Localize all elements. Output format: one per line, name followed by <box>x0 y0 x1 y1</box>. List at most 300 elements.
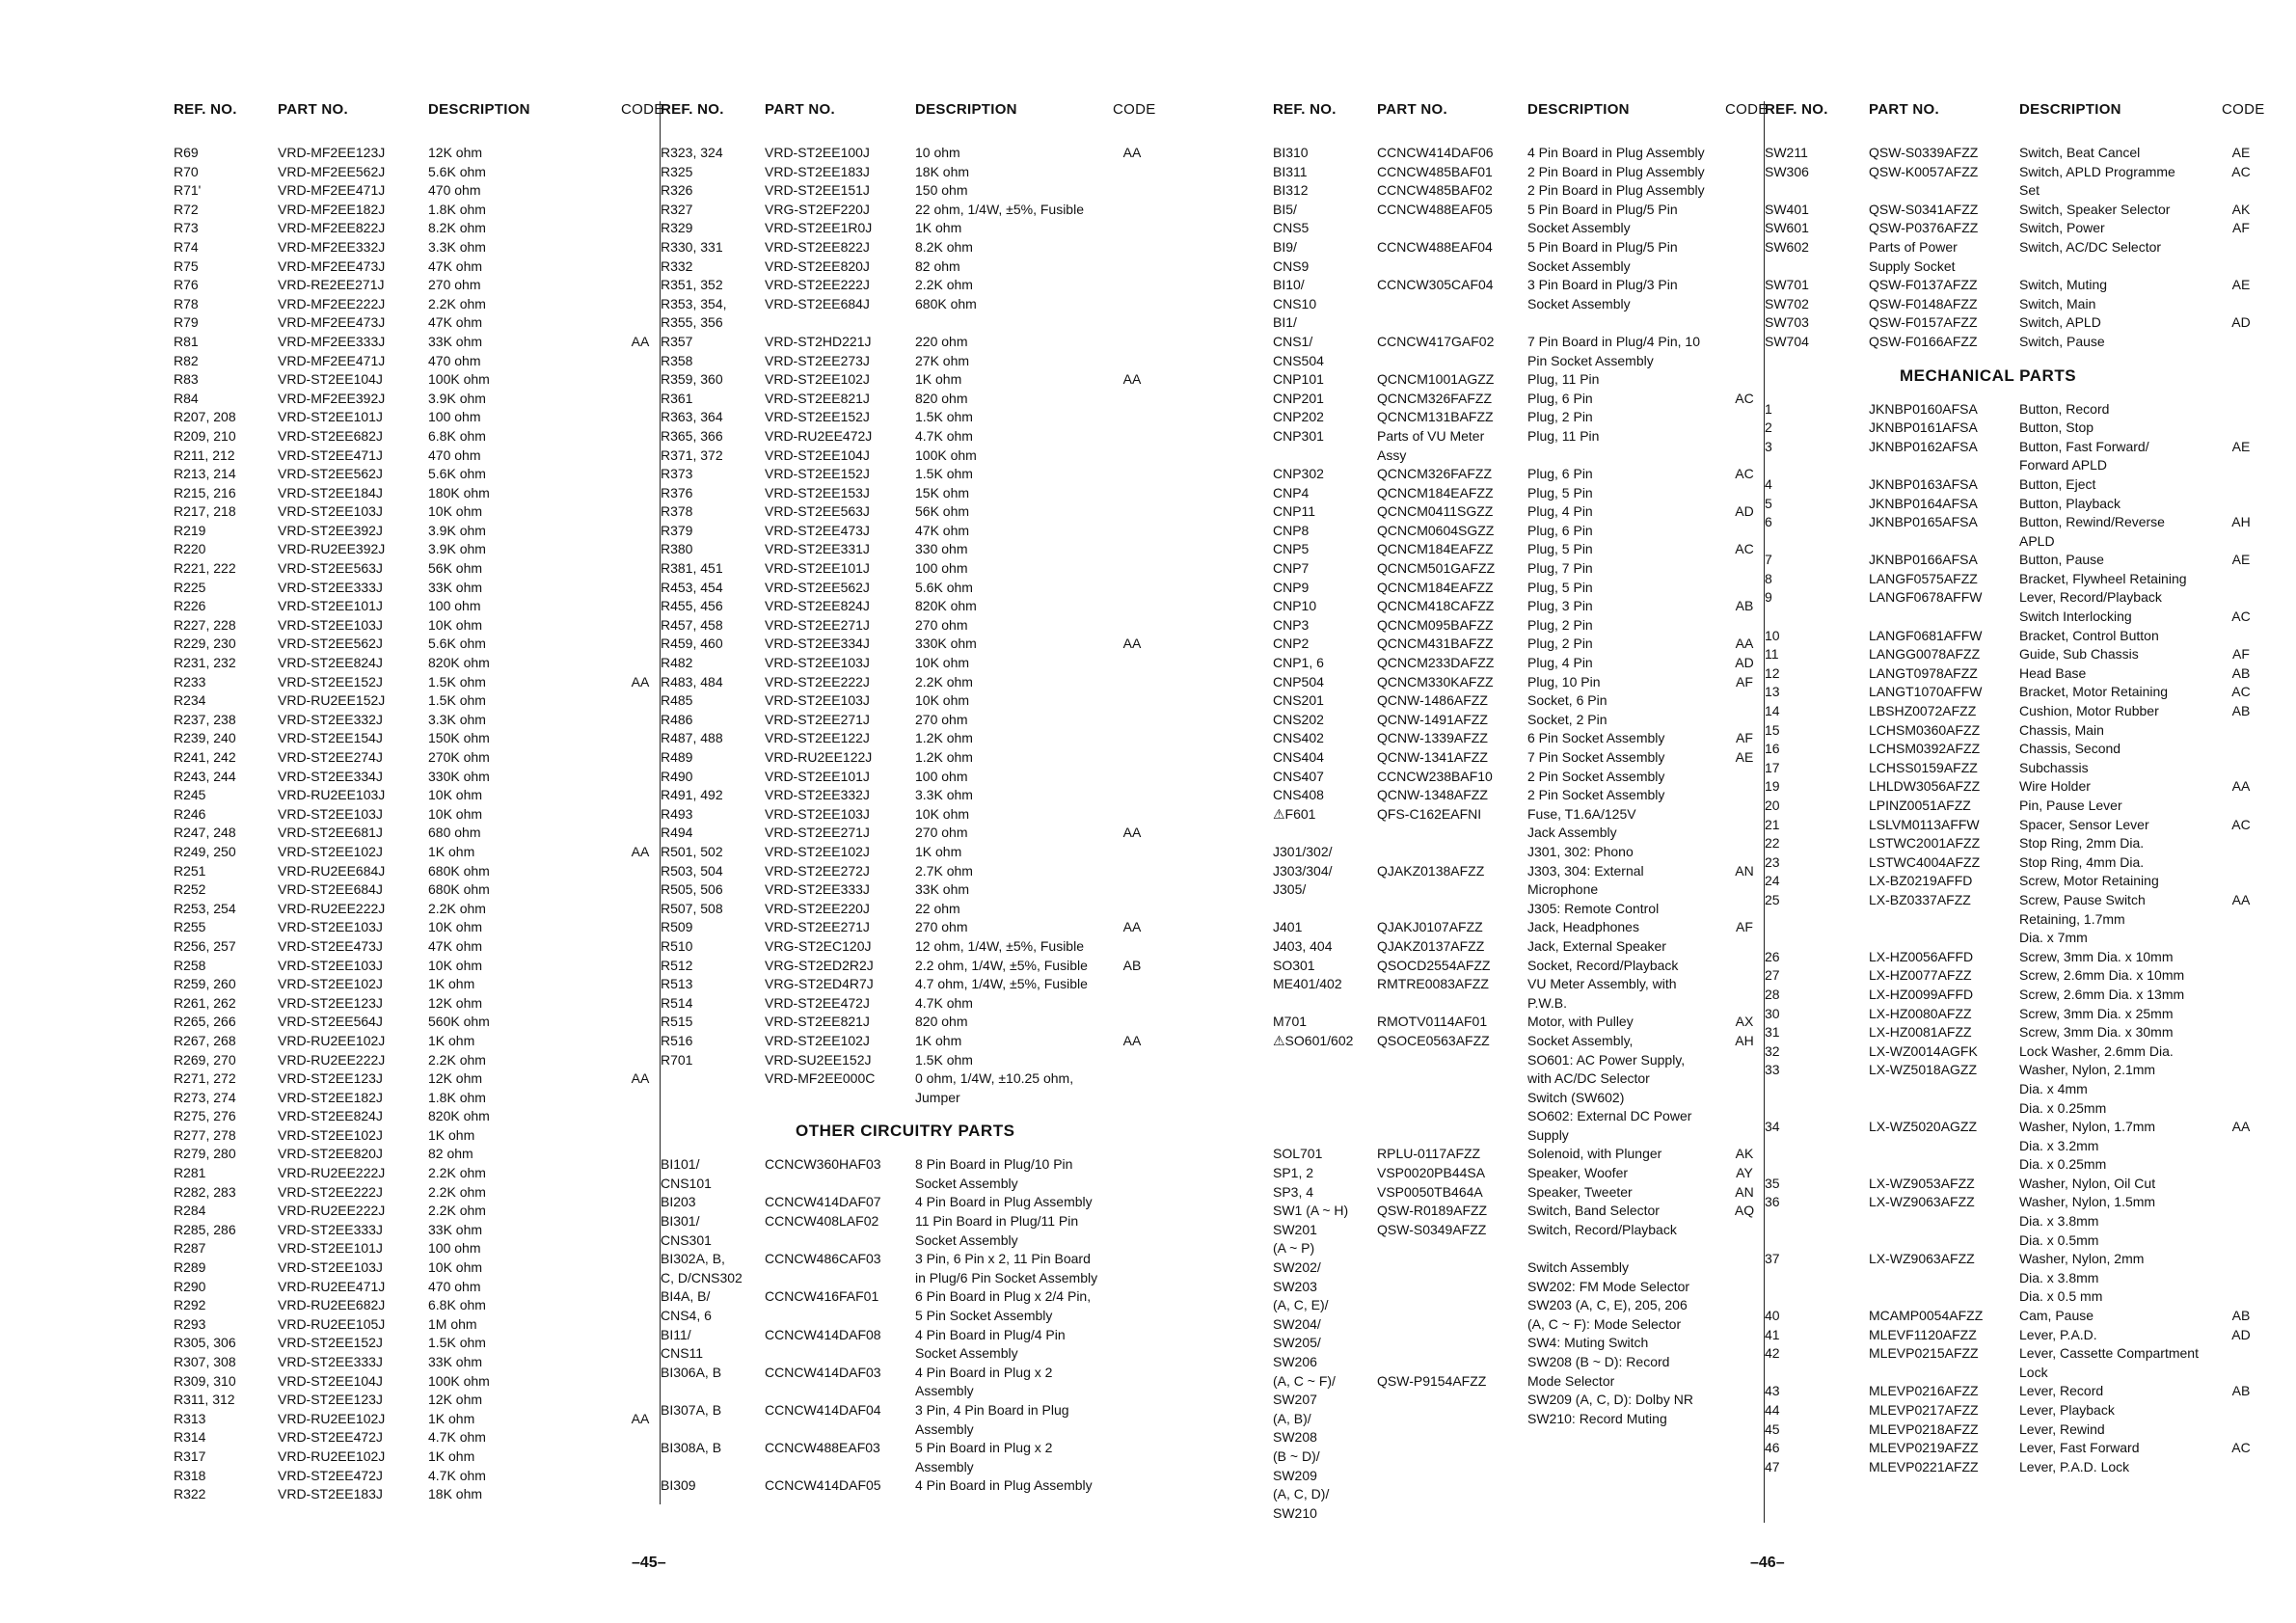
table-row <box>1765 551 2260 570</box>
description: SW210: Record Muting <box>1527 1410 1667 1426</box>
part-no: VRD-ST2EE472J <box>278 1429 383 1446</box>
ref-no <box>1765 1080 1869 1099</box>
part-no: JKNBP0163AFSA <box>1869 475 1978 492</box>
ref-no: 9 <box>1765 589 1772 606</box>
description: 270K ohm <box>428 749 490 765</box>
ref-no: 19 <box>1765 778 1780 795</box>
code <box>621 219 660 238</box>
part-no: MLEVF1120AFZZ <box>1869 1326 1977 1342</box>
description: Plug, 4 Pin <box>1527 503 1593 520</box>
part-no: LBSHZ0072AFZZ <box>1869 703 1977 719</box>
part-no: CCNCW414DAF05 <box>765 1477 881 1494</box>
part-no: JKNBP0165AFSA <box>1869 514 1978 530</box>
part-no: VRD-ST2EE333J <box>278 1221 383 1237</box>
part-no: VRD-ST2EE122J <box>765 730 870 746</box>
description: Forward APLD <box>2019 457 2108 473</box>
part-no: VRD-ST2EE103J <box>278 616 383 633</box>
description: 10K ohm <box>428 805 483 822</box>
ref-no: 36 <box>1765 1194 1780 1210</box>
description <box>1527 1239 1725 1258</box>
ref-no: CNS201 <box>1273 692 1324 709</box>
ref-no: R215, 216 <box>174 484 236 500</box>
ref-no: SW211 <box>1765 145 1808 160</box>
description: 3 Pin Board in Plug/3 Pin <box>1527 277 1678 293</box>
code <box>621 975 660 994</box>
description: 3.9K ohm <box>428 390 486 406</box>
table-row <box>1273 257 1764 277</box>
part-no: CCNCW485BAF02 <box>1377 182 1493 199</box>
description: 3 Pin, 6 Pin x 2, 11 Pin Board <box>915 1251 1091 1267</box>
description: Washer, Nylon, Oil Cut <box>2019 1175 2156 1191</box>
table-row <box>661 219 1151 238</box>
code <box>2222 570 2260 589</box>
description: Assembly <box>915 1420 974 1437</box>
code: AD <box>2231 1326 2251 1342</box>
description: Chassis, Second <box>2019 741 2121 757</box>
description: Lever, Cassette Compartment <box>2019 1345 2199 1362</box>
ref-no: R220 <box>174 541 206 557</box>
part-no: VRD-ST2EE820J <box>278 1146 383 1162</box>
part-no: QSOCD2554AFZZ <box>1377 957 1491 973</box>
code <box>2222 1137 2260 1156</box>
table-row <box>1765 1458 2260 1477</box>
table-row <box>1273 768 1764 787</box>
table-row <box>1765 400 2260 419</box>
code <box>1725 1258 1764 1278</box>
table-row <box>661 313 1151 333</box>
code <box>2222 929 2260 948</box>
ref-no: R256, 257 <box>174 937 236 954</box>
part-no: QJAKZ0137AFZZ <box>1377 937 1485 954</box>
code <box>1725 522 1764 541</box>
part-no: VRD-ST2EE562J <box>278 466 383 482</box>
ref-no: R258 <box>174 957 206 973</box>
table-row <box>661 805 1151 825</box>
ref-no: R325 <box>661 163 693 179</box>
ref-no: R351, 352 <box>661 277 723 293</box>
table-row <box>174 1051 660 1070</box>
table-row <box>174 1447 660 1467</box>
ref-no: R83 <box>174 371 199 388</box>
ref-no: CNP11 <box>1273 503 1316 520</box>
ref-no: R281 <box>174 1165 206 1181</box>
description: Lever, Record <box>2019 1383 2104 1399</box>
description: 3.3K ohm <box>915 787 973 803</box>
ref-no: R279, 280 <box>174 1146 236 1162</box>
part-no: VRD-ST2EE103J <box>765 692 870 709</box>
ref-no <box>1765 1269 1869 1288</box>
ref-no: CNS408 <box>1273 787 1324 803</box>
ref-no: R73 <box>174 220 199 236</box>
table-row <box>1765 588 2260 608</box>
ref-no: R76 <box>174 277 199 293</box>
ref-no: R267, 268 <box>174 1032 236 1048</box>
ref-no: 27 <box>1765 967 1780 984</box>
description: 2 Pin Board in Plug Assembly <box>1527 163 1705 179</box>
code <box>1113 408 1151 427</box>
table-row <box>174 616 660 636</box>
part-no <box>1377 1296 1527 1315</box>
code: AK <box>1735 1146 1754 1162</box>
description: Jack, External Speaker <box>1527 937 1666 954</box>
ref-no: 1 <box>1765 400 1772 417</box>
table-row <box>661 144 1151 163</box>
part-no: VRG-ST2ED4R7J <box>765 976 874 992</box>
code <box>1113 522 1151 541</box>
table-row <box>1765 1420 2260 1440</box>
code <box>1725 1069 1764 1089</box>
description: Plug, 11 Pin <box>1527 371 1600 388</box>
description: 5.6K ohm <box>428 163 486 179</box>
code <box>1113 295 1151 314</box>
description: Switch Assembly <box>1527 1259 1630 1276</box>
description: 1.8K ohm <box>428 201 486 217</box>
description: Switch, Pause <box>2019 333 2105 349</box>
header-code: CODE <box>1725 101 1769 118</box>
description: 2.2K ohm <box>428 295 486 311</box>
code <box>1113 937 1151 957</box>
code <box>621 1202 660 1221</box>
code <box>1113 446 1151 466</box>
part-no: VRD-ST2EE332J <box>765 787 870 803</box>
table-row <box>1273 1051 1764 1070</box>
code: AC <box>2231 609 2251 625</box>
description: 1K ohm <box>915 371 962 388</box>
table-row <box>174 786 660 805</box>
part-no <box>1377 352 1527 371</box>
part-no <box>1377 1089 1527 1108</box>
table-row <box>1765 853 2260 873</box>
ref-no: 44 <box>1765 1402 1780 1418</box>
description: 330K ohm <box>915 636 977 652</box>
code <box>621 1296 660 1315</box>
table-row <box>1273 1202 1764 1221</box>
part-no: VRD-ST2EE271J <box>765 711 870 727</box>
part-no: VRD-ST2EE562J <box>765 579 870 595</box>
table-row <box>1273 1126 1764 1146</box>
header-desc: DESCRIPTION <box>2019 101 2121 118</box>
code <box>621 295 660 314</box>
description: 33K ohm <box>915 881 970 898</box>
table-row <box>661 370 1151 390</box>
page-number: –46– <box>1750 1555 1785 1571</box>
code <box>621 1485 660 1504</box>
part-no <box>1377 1410 1527 1429</box>
ref-no: R292 <box>174 1297 206 1313</box>
part-no: LHLDW3056AFZZ <box>1869 778 1981 795</box>
part-no: LANGF0681AFFW <box>1869 627 1983 643</box>
description: Washer, Nylon, 1.5mm <box>2019 1194 2156 1210</box>
code <box>1725 880 1764 900</box>
code <box>1113 880 1151 900</box>
ref-no: R505, 506 <box>661 881 723 898</box>
code <box>2222 1250 2260 1269</box>
ref-no: SW208 <box>1273 1429 1317 1446</box>
description: 1K ohm <box>915 1032 962 1048</box>
ref-no <box>1765 532 1869 552</box>
part-no <box>765 313 915 333</box>
ref-no: R234 <box>174 692 206 709</box>
description: Switch, APLD Programme <box>2019 163 2175 179</box>
part-no: RMTRE0083AFZZ <box>1377 976 1489 992</box>
table-row <box>1273 1467 1764 1486</box>
part-no: LPINZ0051AFZZ <box>1869 798 1971 813</box>
description: 4.7K ohm <box>915 427 973 444</box>
column-3 <box>1273 101 1769 1523</box>
part-no: VRD-ST2EE333J <box>765 881 870 898</box>
part-no <box>1377 1051 1527 1070</box>
code <box>1725 1239 1764 1258</box>
ref-no: R79 <box>174 314 199 331</box>
code: AA <box>1122 825 1142 841</box>
table-row <box>174 711 660 730</box>
part-no: VRD-ST2EE103J <box>278 805 383 822</box>
code <box>1725 333 1764 352</box>
ref-no: CNS101 <box>661 1175 712 1191</box>
description: Bracket, Motor Retaining <box>2019 684 2169 700</box>
description: J305: Remote Control <box>1527 900 1660 916</box>
table-row <box>1273 1089 1764 1108</box>
code <box>1113 559 1151 579</box>
code <box>2222 1155 2260 1175</box>
ref-no: 11 <box>1765 646 1779 663</box>
description: Chassis, Main <box>2019 721 2104 738</box>
table-row <box>1765 645 2260 664</box>
description: Lock Washer, 2.6mm Dia. <box>2019 1042 2174 1059</box>
part-no: RMOTV0114AF01 <box>1377 1014 1488 1030</box>
code <box>2222 400 2260 419</box>
ref-no <box>661 1420 765 1440</box>
ref-no: R237, 238 <box>174 711 236 727</box>
code <box>621 502 660 522</box>
ref-no <box>1273 994 1377 1014</box>
part-no: LSTWC2001AFZZ <box>1869 835 1981 852</box>
ref-no: SO301 <box>1273 957 1315 973</box>
code: AB <box>2231 1383 2251 1399</box>
ref-no: R515 <box>661 1014 693 1030</box>
code <box>1725 1410 1764 1429</box>
ref-no: R217, 218 <box>174 503 236 520</box>
part-no: QCNCM326FAFZZ <box>1377 390 1493 406</box>
part-no <box>1869 1155 2019 1175</box>
table-row <box>1765 608 2260 627</box>
table-row <box>661 900 1151 919</box>
description: APLD <box>2019 532 2055 549</box>
table-row <box>661 238 1151 257</box>
description: in Plug/6 Pin Socket Assembly <box>915 1269 1098 1285</box>
part-no: LANGT0978AFZZ <box>1869 664 1978 681</box>
description: Microphone <box>1527 881 1599 898</box>
part-no: QCNCM184EAFZZ <box>1377 541 1494 557</box>
description: Plug, 4 Pin <box>1527 655 1593 671</box>
part-no: VRD-ST2EE682J <box>278 427 383 444</box>
table-row <box>174 957 660 976</box>
parts-list <box>1765 400 2260 1477</box>
code: AA <box>1122 371 1142 388</box>
code <box>621 1126 660 1146</box>
code <box>2222 797 2260 816</box>
ref-no: BI203 <box>661 1194 696 1210</box>
table-row <box>1765 219 2260 238</box>
table-row <box>1273 559 1764 579</box>
code <box>2222 1287 2260 1307</box>
table-row <box>1765 475 2260 495</box>
ref-no: R305, 306 <box>174 1335 236 1351</box>
table-row <box>174 163 660 182</box>
description: 10K ohm <box>915 692 970 709</box>
part-no: QCNCM184EAFZZ <box>1377 484 1494 500</box>
ref-no: R282, 283 <box>174 1183 236 1200</box>
description: 8.2K ohm <box>428 220 486 236</box>
ref-no: R507, 508 <box>661 900 723 916</box>
code <box>1725 579 1764 598</box>
table-row <box>1273 805 1764 825</box>
description: 10K ohm <box>915 805 970 822</box>
description: 22 ohm <box>915 900 960 916</box>
table-row <box>661 1269 1151 1288</box>
code: AD <box>1735 503 1754 520</box>
part-no <box>1377 994 1527 1014</box>
part-no <box>1377 219 1527 238</box>
part-no <box>1377 1334 1527 1353</box>
code: AC <box>1735 466 1754 482</box>
table-row <box>174 540 660 559</box>
code <box>1113 994 1151 1014</box>
table-row <box>661 1420 1151 1440</box>
part-no: VRD-ST2EE822J <box>765 238 870 255</box>
code <box>621 181 660 201</box>
table-row <box>1273 333 1764 352</box>
table-row <box>1273 1428 1764 1447</box>
description: Lever, Fast Forward <box>2019 1440 2140 1456</box>
description: Washer, Nylon, 2mm <box>2019 1251 2145 1267</box>
table-row <box>1273 370 1764 390</box>
description: 7 Pin Socket Assembly <box>1527 749 1665 765</box>
table-row <box>1765 986 2260 1005</box>
part-no: VRD-ST2EE101J <box>278 1240 383 1257</box>
table-row <box>174 843 660 862</box>
part-no: MCAMP0054AFZZ <box>1869 1308 1984 1324</box>
part-no: VRD-ST2EE103J <box>278 919 383 935</box>
ref-no: SW401 <box>1765 201 1809 217</box>
ref-no: CNP7 <box>1273 560 1310 577</box>
part-no <box>1869 608 2019 627</box>
description: Button, Playback <box>2019 495 2121 511</box>
table-row <box>661 276 1151 295</box>
table-row <box>661 1051 1151 1070</box>
ref-no: R317 <box>174 1447 206 1464</box>
ref-no: R381, 451 <box>661 560 723 577</box>
code <box>621 957 660 976</box>
description: Dia. x 0.5mm <box>2019 1231 2099 1248</box>
description: 1.5K ohm <box>915 466 973 482</box>
ref-no: SW205/ <box>1273 1335 1321 1351</box>
code <box>1113 768 1151 787</box>
description: 1M ohm <box>428 1315 477 1332</box>
ref-no: J401 <box>1273 919 1303 935</box>
table-row <box>1765 797 2260 816</box>
description: Switch, AC/DC Selector <box>2019 238 2162 255</box>
table-row <box>174 352 660 371</box>
parts-list <box>174 144 660 1504</box>
ref-no <box>1765 1155 1869 1175</box>
code <box>2222 853 2260 873</box>
table-row <box>1765 702 2260 721</box>
code <box>2222 1080 2260 1099</box>
table-row <box>661 729 1151 748</box>
code <box>1113 465 1151 484</box>
ref-no: R225 <box>174 579 206 595</box>
ref-no: R243, 244 <box>174 768 236 784</box>
part-no: VRD-ST2EE681J <box>278 825 383 841</box>
header-part: PART NO. <box>1377 101 1447 118</box>
part-no <box>1869 1287 2019 1307</box>
code <box>1725 1315 1764 1335</box>
description: Switch, Band Selector <box>1527 1203 1660 1219</box>
description: VU Meter Assembly, with <box>1527 976 1677 992</box>
description: Head Base <box>2019 664 2087 681</box>
ref-no: R379 <box>661 522 693 538</box>
code <box>621 691 660 711</box>
description: Bracket, Flywheel Retaining <box>2019 570 2187 586</box>
ref-no: R459, 460 <box>661 636 723 652</box>
part-no: LX-HZ0081AFZZ <box>1869 1024 1972 1041</box>
part-no: RPLU-0117AFZZ <box>1377 1146 1481 1162</box>
ref-no: R329 <box>661 220 693 236</box>
table-row <box>174 1013 660 1032</box>
description: Lever, P.A.D. Lock <box>2019 1458 2130 1474</box>
description: 4.7K ohm <box>428 1467 486 1483</box>
code: AA <box>631 673 650 690</box>
part-no: VRD-ST2EE222J <box>278 1183 383 1200</box>
description <box>1527 313 1725 333</box>
part-no: VRD-ST2EE123J <box>278 994 383 1011</box>
description: SW209 (A, C, D): Dolby NR <box>1527 1392 1693 1408</box>
description: Plug, 5 Pin <box>1527 484 1593 500</box>
ref-no <box>1765 1231 1869 1251</box>
description: 56K ohm <box>915 503 970 520</box>
code <box>1113 1382 1151 1401</box>
description: 180K ohm <box>428 484 490 500</box>
ref-no: R701 <box>661 1051 693 1068</box>
code <box>1113 900 1151 919</box>
table-row <box>174 559 660 579</box>
description: 12 ohm, 1/4W, ±5%, Fusible <box>915 937 1084 954</box>
table-row <box>1273 957 1764 976</box>
code: AC <box>2231 163 2251 179</box>
ref-no: R489 <box>661 749 693 765</box>
table-row <box>661 540 1151 559</box>
description: 5.6K ohm <box>915 579 973 595</box>
part-no: QSW-S0349AFZZ <box>1377 1221 1487 1237</box>
part-no: CCNCW488EAF05 <box>1377 201 1493 217</box>
code <box>2222 721 2260 741</box>
ref-no: R483, 484 <box>661 673 723 690</box>
part-no <box>1377 1467 1527 1486</box>
ref-no: J301/302/ <box>1273 843 1333 859</box>
table-row <box>661 786 1151 805</box>
code <box>2222 1099 2260 1119</box>
table-row <box>661 1326 1151 1345</box>
code: AA <box>1122 636 1142 652</box>
ref-no: CNP201 <box>1273 390 1324 406</box>
table-row <box>174 219 660 238</box>
code: AA <box>1735 636 1754 652</box>
table-row <box>661 201 1151 220</box>
code <box>2222 986 2260 1005</box>
part-no: CCNCW408LAF02 <box>765 1213 879 1230</box>
description: P.W.B. <box>1527 994 1567 1011</box>
